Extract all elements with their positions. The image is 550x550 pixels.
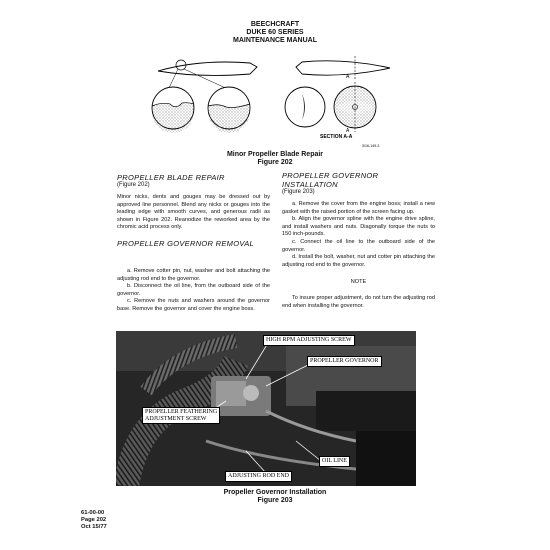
manual-header <box>0 21 550 45</box>
section-circle-left <box>285 87 325 127</box>
section-mark-a: A <box>346 74 350 80</box>
figure-202-caption <box>0 151 550 167</box>
blade-outline-left <box>158 62 257 75</box>
footer-date: Oct 15/77 <box>81 524 107 530</box>
detail-circle-after <box>208 87 250 133</box>
callout-oil-line: OIL LINE <box>319 456 350 467</box>
note-text: To insure proper adjustment, do not turn the adjusting rod end when installing the governor. <box>282 294 435 309</box>
figure-202-title: Minor Propeller Blade Repair <box>226 151 324 158</box>
callout-propeller-governor: PROPELLER GOVERNOR <box>307 356 382 367</box>
install-step-c: c. Connect the oil line to the outboard side of the governor. <box>282 238 435 253</box>
blade-repair-text: Minor nicks, dents and gouges may be dressed out by approved line personnel. Blend any nicks or gouges into the leading edge with smooth curves, and generous radii as shown in Figure 202. Reanodize the reworked area by the chromic acid process only. <box>117 194 270 231</box>
section-circle-right <box>334 82 376 132</box>
governor-installation-ref: (Figure 203) <box>282 189 315 195</box>
removal-step-c: c. Remove the nuts and washers around the governor base. Remove the governor and cover the engine boss. <box>117 298 270 312</box>
footer-chapter: 61-00-00 <box>81 510 105 516</box>
header-brand: BEECHCRAFT <box>250 21 300 28</box>
governor-removal-heading: PROPELLER GOVERNOR REMOVAL <box>117 238 255 248</box>
governor-installation-heading: PROPELLER GOVERNOR INSTALLATION <box>282 171 379 189</box>
removal-step-a: a. Remove cotter pin, nut, washer and bolt attaching the adjusting rod end to the governor. <box>117 267 270 282</box>
footer-page: Page 202 <box>81 517 107 523</box>
page-footer <box>81 510 107 531</box>
figure-203-number: Figure 203 <box>257 497 293 504</box>
figure-203-title: Propeller Governor Installation <box>223 489 327 496</box>
detail-circle-before <box>152 87 194 133</box>
propeller-blade-repair-drawing <box>150 54 400 152</box>
figure-202-code: 3/16-149-3 <box>362 144 380 148</box>
governor-installation-photo <box>116 331 416 486</box>
figure-203-caption <box>0 489 550 505</box>
figure-202-number: Figure 202 <box>257 159 293 166</box>
callout-high-rpm-screw: HIGH RPM ADJUSTING SCREW <box>263 335 355 346</box>
left-column <box>117 173 270 314</box>
callout-feathering-screw: PROPELLER FEATHERING ADJUSTMENT SCREW <box>142 407 220 424</box>
removal-step-b: b. Disconnect the oil line, from the outboard side of the governor. <box>117 283 270 297</box>
blade-repair-heading: PROPELLER BLADE REPAIR <box>117 173 225 182</box>
note-label: NOTE <box>350 279 367 286</box>
blade-repair-ref: (Figure 202) <box>117 182 150 188</box>
right-column <box>282 171 435 310</box>
callout-adjusting-rod-end: ADJUSTING ROD END <box>225 471 292 482</box>
figure-203-code: 60-324-1 <box>393 481 409 485</box>
header-series: DUKE 60 SERIES <box>246 29 304 36</box>
header-manual-title: MAINTENANCE MANUAL <box>233 37 317 44</box>
install-step-b: b. Align the governor spline with the engine drive spline, and install washers and nuts. Diagonally torque the nuts to 150 inch-pounds. <box>282 216 435 238</box>
install-step-d: d. Install the bolt, washer, nut and cotter pin attaching the adjusting rod end to the governor. <box>282 254 435 268</box>
section-label: SECTION A-A <box>320 134 353 140</box>
section-mark-a-bottom: A <box>346 128 350 134</box>
install-step-a: a. Remove the cover from the engine boss; install a new gasket with the raised portion of the screen facing up. <box>282 201 435 215</box>
blade-outline-right <box>296 61 390 75</box>
